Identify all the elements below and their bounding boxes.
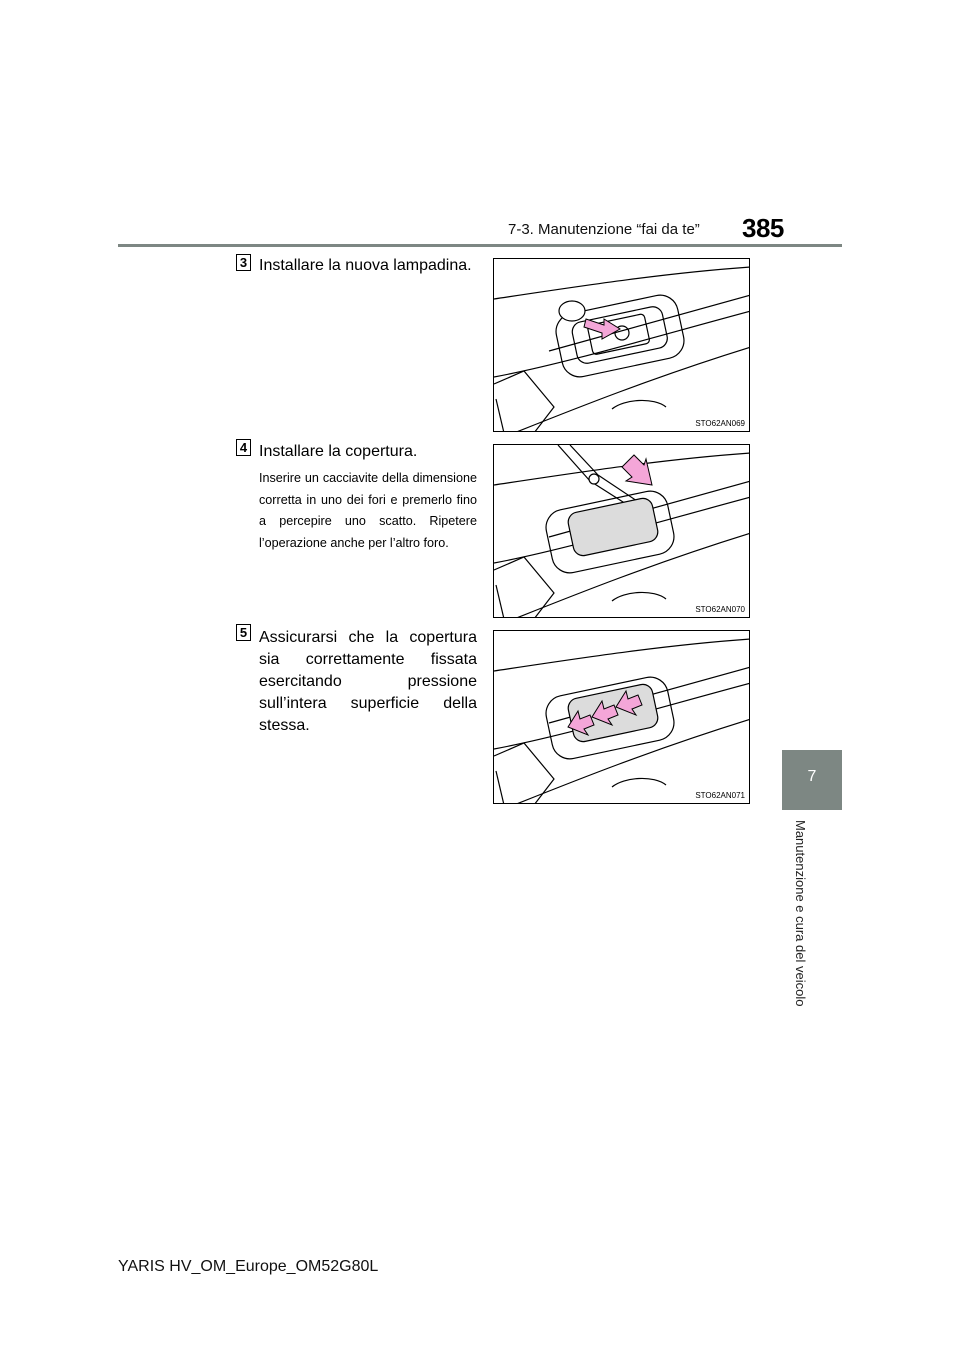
figure-install-cover [493, 444, 750, 618]
chapter-tab[interactable] [782, 750, 842, 810]
section-title: 7-3. Manutenzione “fai da te” [508, 221, 700, 238]
screwdriver-icon [589, 474, 599, 484]
step-number-badge: 5 [236, 624, 251, 641]
step-number-badge: 3 [236, 254, 251, 271]
step-number-badge: 4 [236, 439, 251, 456]
header-rule [118, 244, 842, 247]
chapter-number: 7 [807, 768, 817, 785]
figure-code: STO62AN071 [695, 791, 745, 800]
illustration-install-bulb [494, 259, 750, 432]
page-number: 385 [742, 213, 784, 243]
illustration-install-cover [494, 445, 750, 618]
arrow-icon [622, 455, 652, 485]
figure-install-bulb [493, 258, 750, 432]
figure-code: STO62AN069 [695, 419, 745, 428]
step-title: Assicurarsi che la copertura sia correttamente fissata esercitando pressione sull’intera superficie della stessa. [259, 629, 477, 734]
figure-code: STO62AN070 [695, 605, 745, 614]
document-id: YARIS HV_OM_Europe_OM52G80L [118, 1258, 379, 1275]
step-title: Installare la nuova lampadina. [259, 257, 472, 274]
chapter-title: Manutenzione e cura del veicolo [793, 820, 808, 1007]
step-title: Installare la copertura. [259, 443, 418, 460]
figure-check-cover [493, 630, 750, 804]
illustration-check-cover [494, 631, 750, 804]
step-detail: Inserire un cacciavite della dimensione corretta in uno dei fori e premerlo fino a percepire uno scatto. Ripetere l’operazione anche per l’altro foro. [259, 471, 477, 550]
